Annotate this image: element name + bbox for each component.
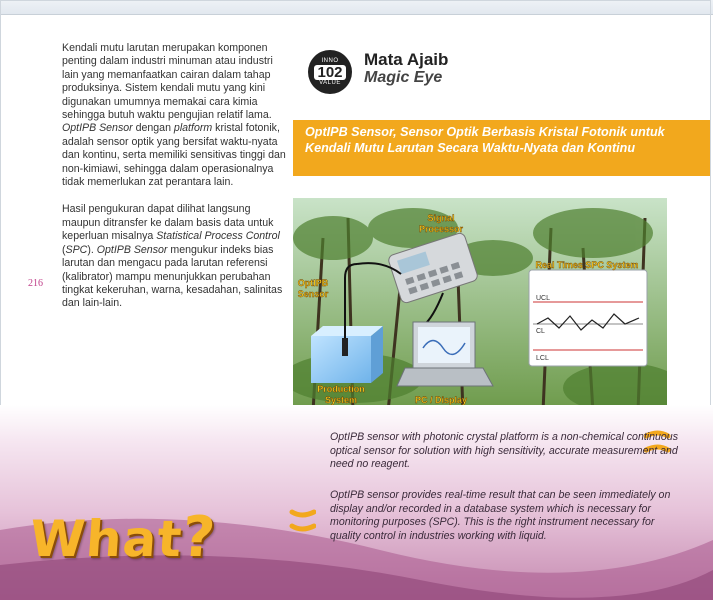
cl-label: CL — [536, 328, 545, 335]
spc-chart-panel — [529, 270, 647, 366]
sensor-probe — [342, 338, 348, 356]
page-subtitle: Magic Eye — [364, 69, 443, 86]
production-system-label-2: System — [324, 395, 358, 405]
paragraph-1: Kendali mutu larutan merupakan komponen penting dalam industri minuman atau industri lain yang memanfaatkan cairan dalam tahap produksinya. Sistem kendali mutu yang kini digunakan umumnya memakai cara kimia sehingga butuh waktu pengujian relatif lama. OptIPB Sensor dengan platform kristal fotonik, adalah sensor optik yang bersifat waktu-nyata dan kontinu, serta memiliki sensitivas tinggi dan non-kimiawi, sehingga dalam operasionalnya tidak memerlukan zat perantara lain. — [62, 42, 286, 189]
paragraph-2: Hasil pengukuran dapat dilihat langsung maupun ditransfer ke dalam basis data untuk keperluan misalnya Statistical Process Control (SPC). OptIPB Sensor mengukur indeks bias larutan dan mengacu pada larutan referensi (kalibrator) mampu menunjukkan perubahan tingkat kekeruhan, warna, kesadahan, salinitas dan lain-lain. — [62, 203, 283, 310]
page-number: 216 — [28, 278, 43, 289]
title-banner: OptIPB Sensor, Sensor Optik Berbasis Kristal Fotonik untuk Kendali Mutu Larutan Secara Waktu-Nyata dan Kontinu — [293, 120, 710, 176]
what-logo — [28, 505, 218, 570]
logo-bottom-text: VALUE — [319, 79, 341, 86]
page-title: Mata Ajaib — [364, 50, 449, 69]
optipb-sensor-label-2: Sensor — [297, 289, 329, 299]
logo-top-text: INNO — [321, 57, 339, 64]
realtime-spc-label: Real Times SPC System — [535, 260, 639, 270]
what-word: What — [27, 510, 185, 568]
inno-value-logo — [308, 50, 352, 94]
pc-display-label: PC / Display — [414, 395, 468, 405]
sensor-system-illustration — [293, 198, 667, 412]
logo-number: 102 — [314, 65, 345, 80]
production-system-label-1: Production — [317, 384, 365, 394]
signal-processor-label-2: Processor — [418, 224, 464, 234]
english-paragraph-2: OptIPB sensor provides real-time result that can be seen immediately on display and/or recorded in a database system which is necessary for monitoring purposes (SPC). This is the right instrument necessary for quality control in industries working with liquid. — [330, 489, 671, 542]
english-paragraph-1: OptIPB sensor with photonic crystal platform is a non-chemical continuous optical sensor for solution with high sensitivity, accurate measurement and need no reagent. — [330, 431, 678, 471]
signal-processor-label-1: Signal — [427, 213, 455, 223]
quote-mark-icon — [288, 506, 316, 538]
lcl-label: LCL — [536, 355, 549, 362]
what-question-mark: ? — [180, 505, 219, 570]
indonesian-text-column — [62, 42, 287, 325]
ucl-label: UCL — [536, 295, 551, 302]
optipb-sensor-label-1: OptIPB — [297, 278, 329, 288]
